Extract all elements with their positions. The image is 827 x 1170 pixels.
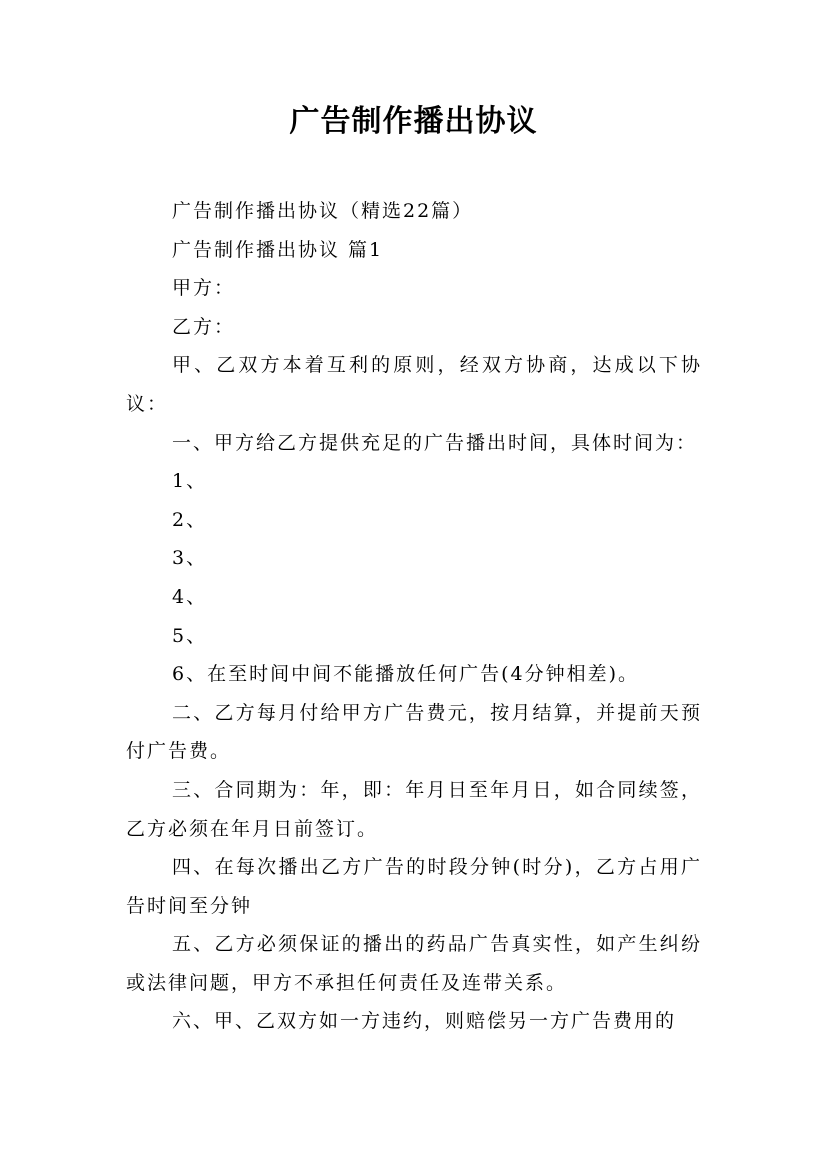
paragraph-clause-3: 三、合同期为：年，即：年月日至年月日，如合同续签，乙方必须在年月日前签订。 (126, 778, 702, 840)
paragraph-item-2: 2、 (172, 508, 208, 531)
document-title: 广告制作播出协议 (289, 104, 538, 139)
paragraph-clause-1: 一、甲方给乙方提供充足的广告播出时间，具体时间为： (172, 431, 698, 454)
paragraph-clause-4: 四、在每次播出乙方广告的时段分钟(时分)，乙方占用广告时间至分钟 (126, 856, 702, 917)
paragraph-item-4: 4、 (172, 585, 208, 608)
paragraph-item-1: 1、 (172, 470, 208, 493)
paragraph-clause-5: 五、乙方必须保证的播出的药品广告真实性，如产生纠纷或法律问题，甲方不承担任何责任及连带关系。 (126, 933, 702, 994)
paragraph-item-5: 5、 (172, 624, 208, 647)
paragraph-party-a: 甲方： (172, 277, 236, 300)
paragraph-subtitle: 广告制作播出协议（精选22篇） (172, 200, 474, 222)
paragraph-item-6: 6、在至时间中间不能播放任何广告(4分钟相差)。 (172, 663, 640, 686)
paragraph-section-heading: 广告制作播出协议 篇1 (172, 238, 384, 261)
paragraph-clause-2: 二、乙方每月付给甲方广告费元，按月结算，并提前天预付广告费。 (126, 701, 702, 763)
paragraph-item-3: 3、 (172, 547, 208, 570)
document-body (126, 192, 702, 1041)
paragraph-party-b: 乙方： (172, 315, 236, 338)
paragraph-clause-6: 六、甲、乙双方如一方违约，则赔偿另一方广告费用的 (172, 1010, 677, 1033)
paragraph-intro: 甲、乙双方本着互利的原则，经双方协商，达成以下协议： (126, 354, 702, 415)
